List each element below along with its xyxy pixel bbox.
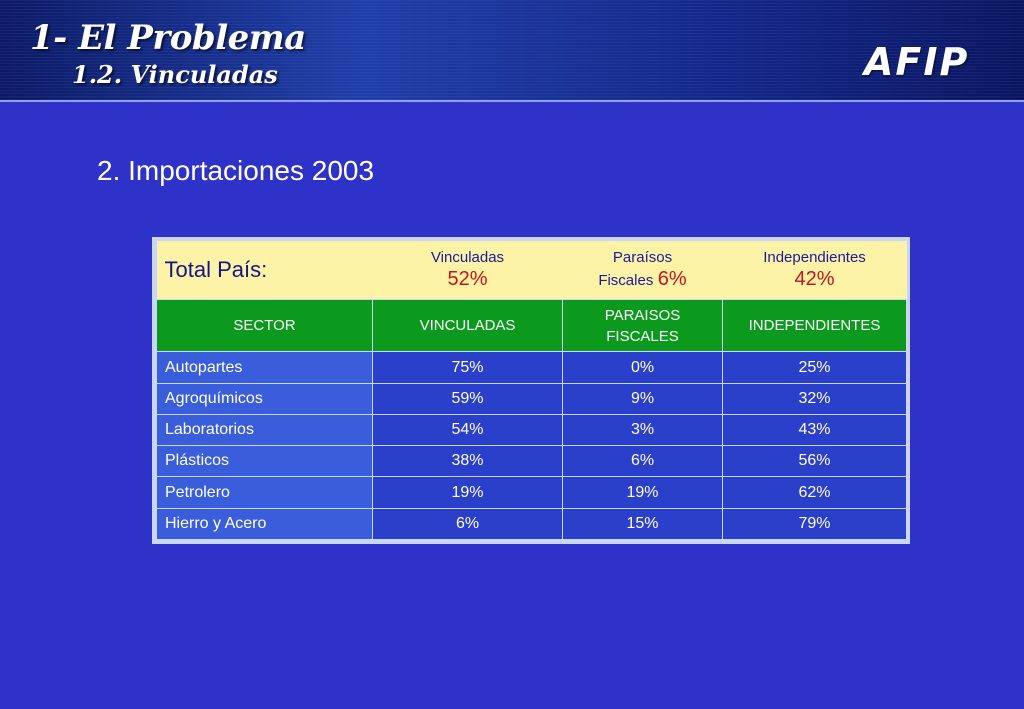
summary-paraisos-line2 bbox=[598, 267, 687, 290]
table-row bbox=[157, 383, 907, 414]
table-row bbox=[157, 414, 907, 445]
cell-independientes: 32% bbox=[723, 383, 907, 414]
table-header-row bbox=[157, 299, 907, 351]
total-country-label: Total País: bbox=[157, 241, 373, 299]
cell-paraisos: 15% bbox=[563, 508, 723, 539]
summary-independientes bbox=[723, 241, 907, 299]
table-row bbox=[157, 352, 907, 383]
cell-sector: Laboratorios bbox=[157, 414, 373, 445]
summary-paraisos bbox=[563, 241, 723, 299]
header-sector: SECTOR bbox=[157, 299, 373, 351]
cell-independientes: 25% bbox=[723, 352, 907, 383]
summary-independientes-label: Independientes bbox=[763, 248, 866, 266]
cell-paraisos: 6% bbox=[563, 446, 723, 477]
summary-paraisos-value: 6% bbox=[657, 267, 687, 290]
header-paraisos-line1: PARAISOS bbox=[604, 306, 681, 324]
cell-paraisos: 9% bbox=[563, 383, 723, 414]
afip-logo: AFIP bbox=[864, 40, 970, 84]
header-independientes: INDEPENDIENTES bbox=[723, 299, 907, 351]
cell-sector: Petrolero bbox=[157, 477, 373, 508]
table-row bbox=[157, 477, 907, 508]
cell-independientes: 79% bbox=[723, 508, 907, 539]
slide-title: 1- El Problema bbox=[30, 18, 306, 58]
summary-vinculadas-label: Vinculadas bbox=[430, 248, 505, 266]
summary-paraisos-label-line2: Fiscales bbox=[598, 271, 654, 289]
table-row bbox=[157, 508, 907, 539]
header-paraisos-line2: FISCALES bbox=[606, 327, 679, 345]
cell-vinculadas: 75% bbox=[373, 352, 563, 383]
cell-vinculadas: 54% bbox=[373, 414, 563, 445]
header-vinculadas: VINCULADAS bbox=[373, 299, 563, 351]
cell-vinculadas: 6% bbox=[373, 508, 563, 539]
imports-table bbox=[156, 241, 907, 540]
cell-vinculadas: 19% bbox=[373, 477, 563, 508]
total-country-row bbox=[157, 241, 907, 299]
cell-paraisos: 3% bbox=[563, 414, 723, 445]
cell-vinculadas: 59% bbox=[373, 383, 563, 414]
cell-sector: Agroquímicos bbox=[157, 383, 373, 414]
cell-vinculadas: 38% bbox=[373, 446, 563, 477]
slide-subtitle: 1.2. Vinculadas bbox=[72, 60, 278, 89]
cell-independientes: 56% bbox=[723, 446, 907, 477]
cell-sector: Hierro y Acero bbox=[157, 508, 373, 539]
imports-table-container bbox=[152, 237, 910, 544]
cell-independientes: 62% bbox=[723, 477, 907, 508]
summary-vinculadas bbox=[373, 241, 563, 299]
cell-sector: Autopartes bbox=[157, 352, 373, 383]
cell-independientes: 43% bbox=[723, 414, 907, 445]
summary-independientes-value: 42% bbox=[794, 267, 835, 290]
cell-paraisos: 19% bbox=[563, 477, 723, 508]
summary-paraisos-label-line1: Paraísos bbox=[612, 248, 673, 266]
header-paraisos bbox=[563, 299, 723, 351]
slide-header bbox=[0, 0, 1024, 102]
summary-vinculadas-value: 52% bbox=[447, 267, 488, 290]
cell-sector: Plásticos bbox=[157, 446, 373, 477]
table-row bbox=[157, 446, 907, 477]
cell-paraisos: 0% bbox=[563, 352, 723, 383]
section-heading: 2. Importaciones 2003 bbox=[97, 155, 375, 186]
